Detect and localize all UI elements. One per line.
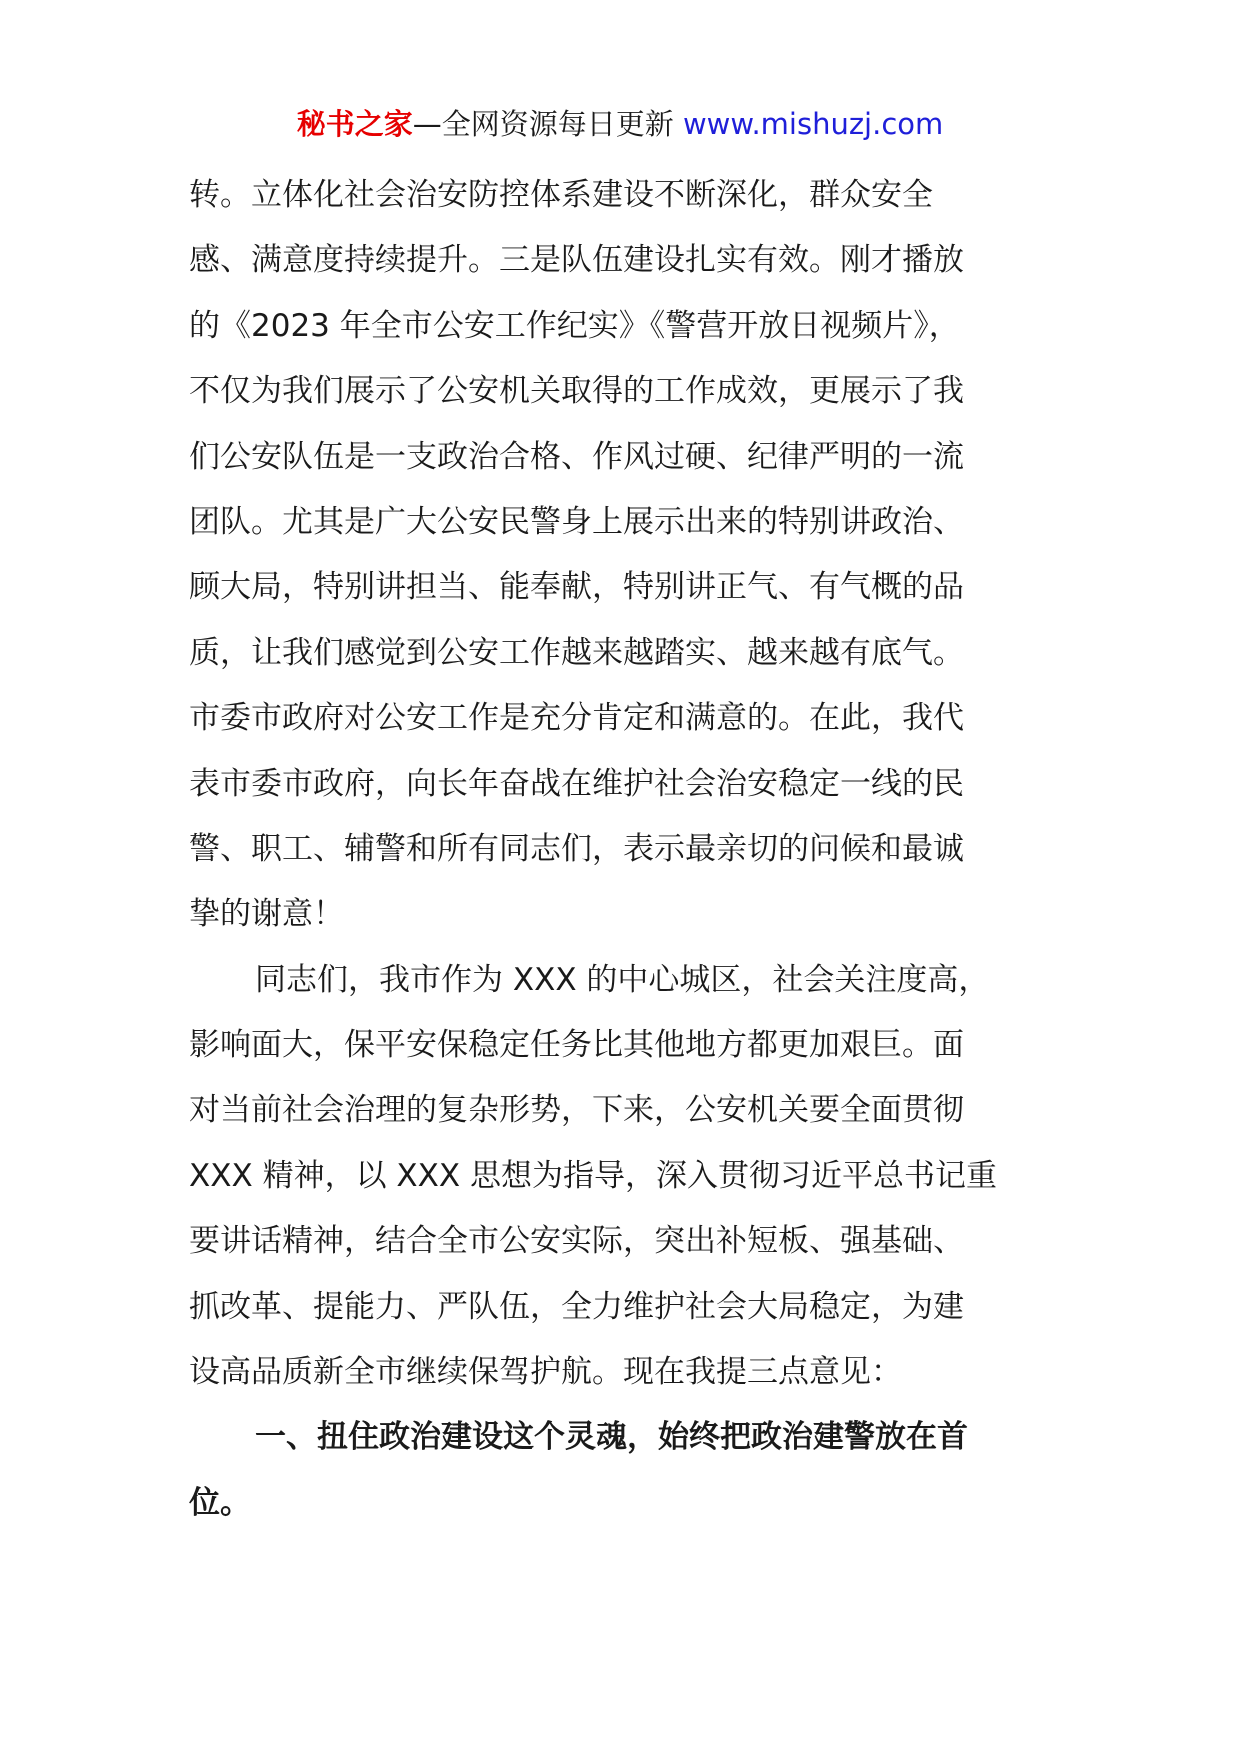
body-line: 警、职工、辅警和所有同志们，表示最亲切的问候和最诚 — [189, 830, 964, 867]
body-line: 质，让我们感觉到公安工作越来越踏实、越来越有底气。 — [189, 634, 964, 671]
body-line: 要讲话精神，结合全市公安实际，突出补短板、强基础、 — [189, 1223, 964, 1260]
body-line: 不仅为我们展示了公安机关取得的工作成效，更展示了我 — [189, 373, 964, 410]
header-tagline: —全网资源每日更新 — [412, 107, 674, 141]
paragraph-start-line: 同志们，我市作为 XXX 的中心城区，社会关注度高， — [255, 961, 990, 998]
body-line: XXX 精神，以 XXX 思想为指导，深入贯彻习近平总书记重 — [189, 1157, 997, 1194]
page-header — [0, 104, 1240, 144]
body-line: 转。立体化社会治安防控体系建设不断深化，群众安全 — [189, 177, 933, 213]
body-line: 设高品质新全市继续保驾护航。现在我提三点意见： — [189, 1354, 902, 1391]
section-heading-line-2: 位。 — [189, 1484, 251, 1521]
body-line: 市委市政府对公安工作是充分肯定和满意的。在此，我代 — [189, 700, 964, 737]
body-line: 团队。尤其是广大公安民警身上展示出来的特别讲政治、 — [189, 503, 964, 540]
body-line: 们公安队伍是一支政治合格、作风过硬、纪律严明的一流 — [189, 438, 964, 475]
body-line: 感、满意度持续提升。三是队伍建设扎实有效。刚才播放 — [189, 242, 964, 279]
site-url-link[interactable]: www.mishuzj.com — [682, 107, 944, 141]
body-line: 顾大局，特别讲担当、能奉献，特别讲正气、有气概的品 — [189, 569, 964, 606]
body-line: 的《2023 年全市公安工作纪实》《警营开放日视频片》， — [189, 307, 960, 344]
document-body — [189, 163, 1051, 1536]
body-line: 对当前社会治理的复杂形势，下来，公安机关要全面贯彻 — [189, 1092, 964, 1129]
body-line: 影响面大，保平安保稳定任务比其他地方都更加艰巨。面 — [189, 1027, 964, 1064]
body-line: 表市委市政府，向长年奋战在维护社会治安稳定一线的民 — [189, 765, 964, 802]
body-line: 挚的谢意！ — [189, 896, 344, 933]
brand-name: 秘书之家 — [296, 107, 413, 141]
body-line: 抓改革、提能力、严队伍，全力维护社会大局稳定，为建 — [189, 1288, 964, 1325]
section-heading-line-1: 一、扭住政治建设这个灵魂，始终把政治建警放在首 — [255, 1419, 968, 1456]
